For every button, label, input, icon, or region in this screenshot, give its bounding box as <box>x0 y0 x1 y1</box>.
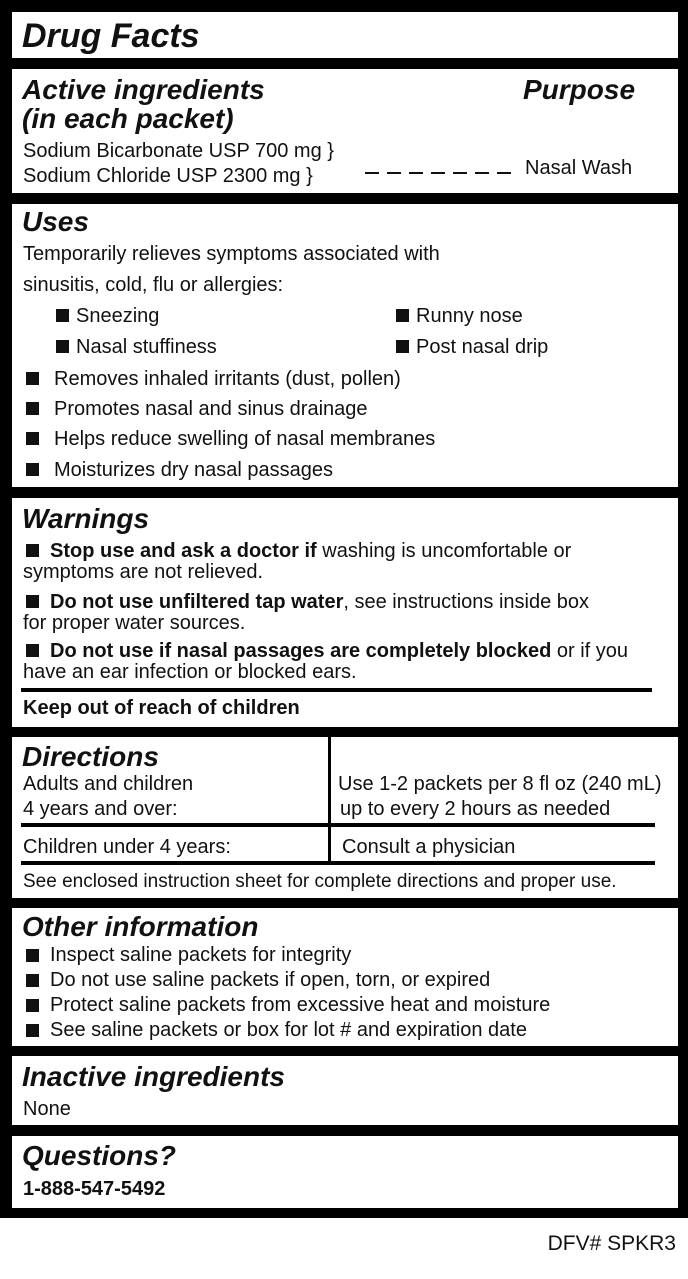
symptom-runny-nose: Runny nose <box>416 305 523 327</box>
dfv-code: DFV# SPKR3 <box>547 1232 676 1255</box>
purpose-value: Nasal Wash <box>525 157 633 179</box>
bullet-icon <box>26 1024 39 1037</box>
warning-blocked-cont: have an ear infection or blocked ears. <box>23 661 357 683</box>
questions-heading: Questions? <box>22 1140 177 1171</box>
purpose-heading: Purpose <box>523 74 636 105</box>
divider <box>21 861 655 865</box>
directions-adults-value-line2: up to every 2 hours as needed <box>340 798 611 820</box>
warnings-heading: Warnings <box>22 503 150 534</box>
inactive-ingredients-heading: Inactive ingredients <box>22 1061 285 1092</box>
bullet-icon <box>26 949 39 962</box>
directions-heading: Directions <box>22 741 159 772</box>
dash-leader <box>365 172 517 174</box>
bullet-icon <box>26 372 39 385</box>
bullet-icon <box>396 340 409 353</box>
other-info-item: Protect saline packets from excessive heat and moisture <box>50 994 551 1016</box>
bullet-icon <box>26 644 39 657</box>
active-ingredients-heading: Active ingredients <box>22 74 265 105</box>
uses-item: Promotes nasal and sinus drainage <box>54 398 368 420</box>
bullet-icon <box>26 432 39 445</box>
bullet-icon <box>26 402 39 415</box>
bullet-icon <box>26 974 39 987</box>
other-info-section <box>12 908 678 1046</box>
warning-stop-use-cont: symptoms are not relieved. <box>23 561 264 583</box>
warnings-section <box>12 498 678 727</box>
bullet-icon <box>26 595 39 608</box>
divider <box>21 823 655 827</box>
page-title: Drug Facts <box>22 17 200 55</box>
directions-adults-value-line1: Use 1-2 packets per 8 fl oz (240 mL) <box>338 773 662 795</box>
bullet-icon <box>56 340 69 353</box>
uses-item: Moisturizes dry nasal passages <box>54 459 334 481</box>
inactive-ingredients-section <box>12 1056 678 1125</box>
uses-heading: Uses <box>22 206 89 237</box>
warning-stop-use: Stop use and ask a doctor if washing is uncomfortable or <box>50 540 572 562</box>
bullet-icon <box>26 999 39 1012</box>
inactive-ingredients-value: None <box>23 1098 71 1120</box>
other-info-item: Do not use saline packets if open, torn, or expired <box>50 969 491 991</box>
bullet-icon <box>26 463 39 476</box>
directions-children-label: Children under 4 years: <box>23 836 231 858</box>
bullet-icon <box>396 309 409 322</box>
uses-item: Removes inhaled irritants (dust, pollen) <box>54 368 401 390</box>
uses-section <box>12 204 678 487</box>
directions-adults-label-line2: 4 years and over: <box>23 798 178 820</box>
bullet-icon <box>56 309 69 322</box>
uses-item: Helps reduce swelling of nasal membranes <box>54 428 436 450</box>
symptom-sneezing: Sneezing <box>76 305 160 327</box>
warning-blocked: Do not use if nasal passages are completely blocked or if you <box>50 640 628 662</box>
other-info-heading: Other information <box>22 911 259 942</box>
uses-intro-line1: Temporarily relieves symptoms associated with <box>23 243 440 265</box>
ingredient-sodium-chloride: Sodium Chloride USP 2300 mg } <box>23 165 313 187</box>
divider <box>21 688 652 692</box>
column-divider <box>328 737 331 863</box>
questions-phone[interactable]: 1-888-547-5492 <box>23 1178 166 1200</box>
ingredient-sodium-bicarbonate: Sodium Bicarbonate USP 700 mg } <box>23 140 334 162</box>
keep-out-of-reach: Keep out of reach of children <box>23 697 300 719</box>
symptom-post-nasal-drip: Post nasal drip <box>416 336 549 358</box>
bullet-icon <box>26 544 39 557</box>
uses-intro-line2: sinusitis, cold, flu or allergies: <box>23 274 284 296</box>
active-ingredients-section <box>12 69 678 193</box>
symptom-nasal-stuffiness: Nasal stuffiness <box>76 336 217 358</box>
directions-section <box>12 737 678 898</box>
other-info-item: Inspect saline packets for integrity <box>50 944 352 966</box>
other-info-item: See saline packets or box for lot # and expiration date <box>50 1019 527 1041</box>
warning-tap-water: Do not use unfiltered tap water, see instructions inside box <box>50 591 590 613</box>
directions-adults-label-line1: Adults and children <box>23 773 194 795</box>
title-box <box>12 12 678 58</box>
warning-tap-water-cont: for proper water sources. <box>23 612 246 634</box>
directions-children-value: Consult a physician <box>342 836 516 858</box>
directions-note: See enclosed instruction sheet for complete directions and proper use. <box>23 871 617 892</box>
active-ingredients-subheading: (in each packet) <box>22 103 234 134</box>
questions-section <box>12 1136 678 1208</box>
